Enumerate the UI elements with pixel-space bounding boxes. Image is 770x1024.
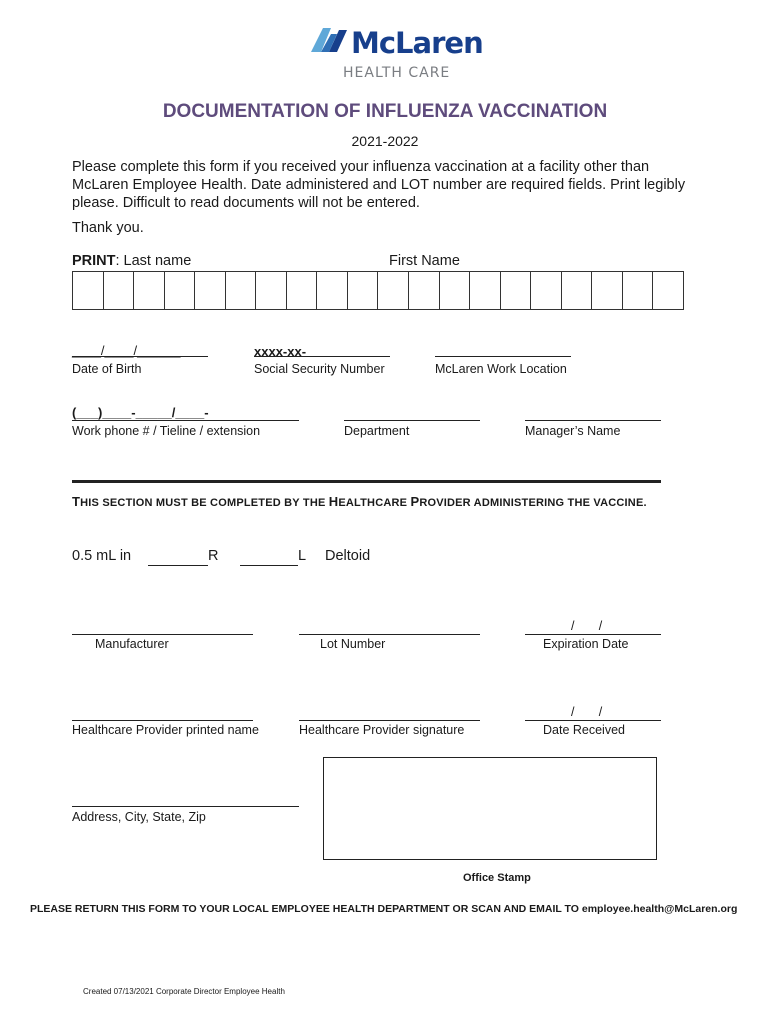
provider-signature-label: Healthcare Provider signature [299, 723, 465, 737]
lot-number-label: Lot Number [320, 637, 386, 651]
office-stamp-box[interactable] [323, 757, 657, 860]
name-grid-cell[interactable] [134, 272, 165, 309]
phone-value: (___)____-_____/____- [72, 405, 209, 420]
first-name-label: First Name [389, 253, 460, 269]
deltoid-label: Deltoid [325, 548, 371, 564]
expiration-value: / / [571, 619, 603, 633]
name-grid-cell[interactable] [73, 272, 104, 309]
address-line[interactable] [72, 806, 299, 807]
phone-label: Work phone # / Tieline / extension [72, 424, 261, 438]
right-label: R [208, 548, 219, 564]
dob-line [72, 356, 208, 357]
provider-signature-line[interactable] [299, 720, 480, 721]
name-grid-cell[interactable] [226, 272, 257, 309]
name-grid-cell[interactable] [378, 272, 409, 309]
name-grid-cell[interactable] [256, 272, 287, 309]
season-year: 2021-2022 [351, 133, 419, 149]
last-name-label [72, 253, 191, 269]
name-grid-cell[interactable] [409, 272, 440, 309]
ssn-value: xxxx-xx- [254, 344, 307, 359]
hdr-cap-p: P [410, 494, 420, 509]
work-location-label: McLaren Work Location [435, 362, 567, 376]
logo-subtitle: HEALTH CARE [343, 65, 451, 81]
name-grid-cell[interactable] [501, 272, 532, 309]
address-label: Address, City, State, Zip [72, 810, 206, 824]
date-received-label: Date Received [543, 723, 625, 737]
section-header [72, 494, 647, 509]
expiration-line[interactable] [525, 634, 661, 635]
manufacturer-label: Manufacturer [95, 637, 169, 651]
name-entry-grid[interactable] [72, 271, 684, 310]
thanks-text: Thank you. [72, 220, 144, 236]
mclaren-logo [309, 24, 483, 88]
footer-created: Created 07/13/2021 Corporate Director Employee Health [83, 987, 285, 996]
last-name-text: : Last name [115, 253, 192, 269]
dob-value: ____/____/______ [72, 343, 181, 358]
hdr-part-1: HIS SECTION MUST BE COMPLETED BY THE [80, 497, 329, 509]
right-deltoid-line[interactable] [148, 565, 208, 566]
name-grid-cell[interactable] [470, 272, 501, 309]
date-received-line[interactable] [525, 720, 661, 721]
provider-name-label: Healthcare Provider printed name [72, 723, 259, 737]
department-label: Department [344, 424, 410, 438]
name-grid-cell[interactable] [195, 272, 226, 309]
name-grid-cell[interactable] [531, 272, 562, 309]
manager-line[interactable] [525, 420, 661, 421]
name-grid-cell[interactable] [165, 272, 196, 309]
left-deltoid-line[interactable] [240, 565, 298, 566]
manager-label: Manager’s Name [525, 424, 621, 438]
print-bold: PRINT [72, 253, 116, 269]
dose-prefix: 0.5 mL in [72, 548, 132, 564]
name-grid-cell[interactable] [623, 272, 654, 309]
hdr-part-3: ROVIDER ADMINISTERING THE VACCINE. [419, 497, 647, 509]
lot-number-line[interactable] [299, 634, 480, 635]
name-grid-cell[interactable] [348, 272, 379, 309]
name-grid-cell[interactable] [592, 272, 623, 309]
name-grid-cell[interactable] [562, 272, 593, 309]
name-grid-cell[interactable] [440, 272, 471, 309]
work-location-line[interactable] [435, 356, 571, 357]
hdr-cap-h: H [328, 494, 339, 509]
date-received-value: / / [571, 705, 603, 719]
logo-brand: McLaren [351, 26, 483, 60]
ssn-label: Social Security Number [254, 362, 385, 376]
phone-line[interactable] [72, 420, 299, 421]
name-grid-cell[interactable] [104, 272, 135, 309]
ssn-line[interactable] [254, 356, 390, 357]
dob-label: Date of Birth [72, 362, 142, 376]
name-grid-cell[interactable] [287, 272, 318, 309]
return-notice: PLEASE RETURN THIS FORM TO YOUR LOCAL EMPLOYEE HEALTH DEPARTMENT OR SCAN AND EMAIL TO employee.health@McLaren.org [30, 903, 738, 915]
dose-row [72, 548, 131, 564]
left-label: L [298, 548, 307, 564]
hdr-part-2: EALTHCARE [338, 497, 411, 509]
manufacturer-line[interactable] [72, 634, 253, 635]
page-title: DOCUMENTATION OF INFLUENZA VACCINATION [162, 101, 608, 122]
department-line[interactable] [344, 420, 480, 421]
name-grid-cell[interactable] [653, 272, 683, 309]
mclaren-swoosh-icon [309, 24, 349, 60]
office-stamp-label: Office Stamp [463, 872, 531, 884]
provider-name-line[interactable] [72, 720, 253, 721]
name-grid-cell[interactable] [317, 272, 348, 309]
hdr-cap-t: T [72, 494, 81, 509]
section-divider [72, 480, 661, 483]
intro-text: Please complete this form if you received your influenza vaccination at a facility other than McLaren Employee Health. Date administered and LOT number are required fields. Print legibly please. Difficult to read documents will not be entered. [72, 159, 686, 211]
expiration-label: Expiration Date [543, 637, 629, 651]
